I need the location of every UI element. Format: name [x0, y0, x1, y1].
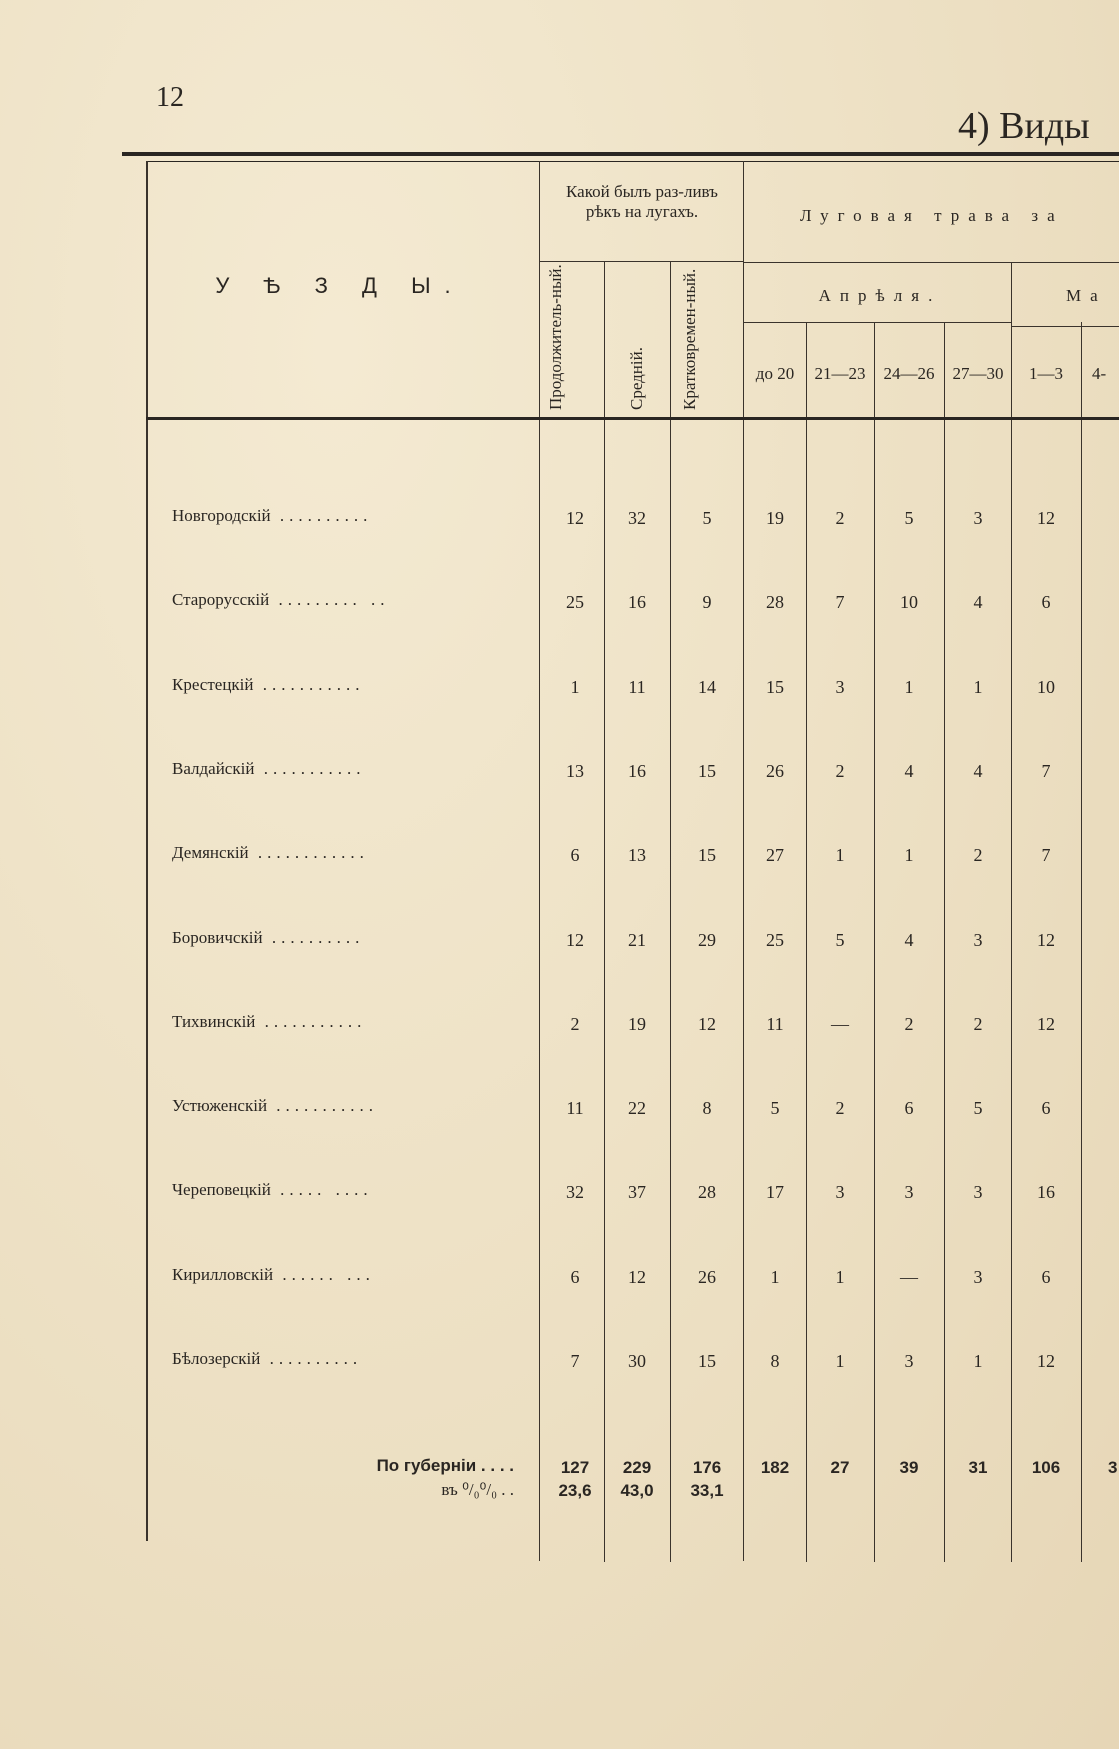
- table-cell: 5: [904, 508, 914, 528]
- table-cell: 16: [628, 761, 646, 781]
- total-cell: 127: [560, 1458, 590, 1477]
- table-cell: 16: [1037, 1182, 1055, 1202]
- uezd-name: Валдайскій: [172, 759, 255, 778]
- table-cell: 3: [973, 1267, 983, 1287]
- table-cell: 3: [835, 1182, 845, 1202]
- table-cell: 4: [973, 761, 983, 781]
- april-col-3: 24—26: [883, 364, 935, 383]
- table-cell: —: [831, 1014, 849, 1034]
- leader-dots: ..... ....: [270, 1180, 373, 1199]
- uezdy-header: У Ѣ З Д Ы.: [215, 273, 465, 298]
- row-label: [172, 759, 365, 779]
- table-cell: 4: [904, 930, 914, 950]
- row-label: [172, 506, 372, 526]
- april-col-4: 27—30: [952, 364, 1004, 383]
- table-cell: 10: [900, 592, 918, 612]
- table-cell: 7: [1041, 845, 1051, 865]
- april-col-2: 21—23: [814, 364, 866, 383]
- total-cell: 176: [692, 1458, 722, 1477]
- table-cell: 1: [904, 845, 914, 865]
- table-cell: 6: [904, 1098, 914, 1118]
- table-cell: 11: [766, 1014, 784, 1034]
- flood-col-short: Кратковремен-ный.: [680, 268, 699, 410]
- table-cell: 15: [698, 761, 716, 781]
- totals-label: По губерніи . . . .: [376, 1456, 514, 1475]
- uezd-name: Тихвинскій: [172, 1012, 256, 1031]
- col-divider: [1011, 262, 1012, 1562]
- table-cell: 28: [766, 592, 784, 612]
- col-divider: [1081, 322, 1082, 1562]
- header-rule: [743, 322, 1011, 323]
- table-cell: 6: [1041, 592, 1051, 612]
- table-cell: 4: [973, 592, 983, 612]
- table-cell: 32: [566, 1182, 584, 1202]
- header-rule: [743, 262, 1119, 263]
- table-cell: 15: [766, 677, 784, 697]
- header-bottom-rule: [146, 417, 1119, 420]
- section-title: 4) Виды: [958, 105, 1090, 147]
- table-cell: 3: [973, 508, 983, 528]
- leader-dots: ..........: [262, 928, 365, 947]
- uezd-name: Череповецкій: [172, 1180, 271, 1199]
- leader-dots: ...........: [255, 1012, 367, 1031]
- top-rule-thin: [146, 161, 1119, 162]
- table-cell: 37: [628, 1182, 646, 1202]
- table-cell: 3: [973, 930, 983, 950]
- table-cell: 12: [1037, 930, 1055, 950]
- table-cell: 11: [628, 677, 646, 697]
- leader-dots: ...........: [254, 759, 366, 778]
- table-cell: 12: [698, 1014, 716, 1034]
- meadow-group-header: Луговая трава за: [800, 206, 1064, 225]
- header-rule: [539, 261, 743, 262]
- cut-off-total: 3: [1108, 1458, 1118, 1477]
- row-label: [172, 1349, 362, 1369]
- col-divider: [604, 262, 605, 1562]
- leader-dots: ...........: [267, 1096, 379, 1115]
- table-cell: 2: [973, 845, 983, 865]
- table-cell: 12: [628, 1267, 646, 1287]
- table-cell: 2: [973, 1014, 983, 1034]
- total-cell: 229: [622, 1458, 652, 1477]
- uezd-name: Старорусскій: [172, 590, 270, 609]
- table-cell: 29: [698, 930, 716, 950]
- table-cell: 2: [835, 508, 845, 528]
- table-cell: 2: [835, 1098, 845, 1118]
- may-header: Ма: [1066, 286, 1107, 305]
- flood-col-long: Продолжитель-ный.: [546, 264, 565, 410]
- flood-col-medium: Средній.: [627, 347, 646, 410]
- uezd-name: Новгородскій: [172, 506, 271, 525]
- table-cell: 5: [973, 1098, 983, 1118]
- table-cell: 25: [766, 930, 784, 950]
- col-divider: [539, 161, 540, 1561]
- table-cell: 19: [628, 1014, 646, 1034]
- row-label: [172, 675, 365, 695]
- left-border: [146, 161, 148, 1541]
- table-cell: 11: [566, 1098, 584, 1118]
- table-cell: 15: [698, 845, 716, 865]
- percent-cell: 43,0: [620, 1481, 654, 1500]
- table-cell: 6: [570, 845, 580, 865]
- table-cell: 12: [1037, 1351, 1055, 1371]
- uezd-name: Бѣлозерскій: [172, 1349, 261, 1368]
- uezd-name: Демянскій: [172, 843, 249, 862]
- table-cell: 17: [766, 1182, 784, 1202]
- table-cell: 6: [1041, 1098, 1051, 1118]
- table-cell: 32: [628, 508, 646, 528]
- table-cell: 8: [770, 1351, 780, 1371]
- table-cell: 13: [566, 761, 584, 781]
- table-cell: 1: [904, 677, 914, 697]
- table-cell: 16: [628, 592, 646, 612]
- table-cell: 1: [835, 845, 845, 865]
- table-cell: 21: [628, 930, 646, 950]
- table-cell: 26: [766, 761, 784, 781]
- top-rule: [122, 152, 1119, 156]
- leader-dots: ..........: [260, 1349, 363, 1368]
- col-divider: [806, 322, 807, 1562]
- header-rule: [1011, 326, 1119, 327]
- table-cell: 12: [1037, 1014, 1055, 1034]
- row-label: [172, 1265, 375, 1285]
- col-divider: [670, 262, 671, 1562]
- table-cell: 1: [835, 1267, 845, 1287]
- table-cell: 8: [702, 1098, 712, 1118]
- uezd-name: Кирилловскій: [172, 1265, 274, 1284]
- leader-dots: ...........: [253, 675, 365, 694]
- table-cell: 15: [698, 1351, 716, 1371]
- table-cell: 1: [973, 1351, 983, 1371]
- leader-dots: ...... ...: [273, 1265, 375, 1284]
- table-cell: 28: [698, 1182, 716, 1202]
- table-cell: 6: [1041, 1267, 1051, 1287]
- table-cell: 12: [566, 508, 584, 528]
- may-col-2: 4-: [1092, 364, 1107, 383]
- table-cell: 14: [698, 677, 716, 697]
- table-cell: 5: [835, 930, 845, 950]
- total-cell: 39: [899, 1458, 919, 1477]
- col-divider: [944, 322, 945, 1562]
- table-cell: 12: [1037, 508, 1055, 528]
- table-cell: 3: [904, 1351, 914, 1371]
- table-cell: 1: [973, 677, 983, 697]
- leader-dots: ............: [248, 843, 369, 862]
- percent-cell: 33,1: [690, 1481, 724, 1500]
- uezd-name: Боровичскій: [172, 928, 263, 947]
- table-cell: 2: [835, 761, 845, 781]
- table-cell: 3: [904, 1182, 914, 1202]
- uezd-name: Устюженскій: [172, 1096, 268, 1115]
- table-cell: 27: [766, 845, 784, 865]
- table-cell: 6: [570, 1267, 580, 1287]
- table-cell: 9: [702, 592, 712, 612]
- table-cell: 7: [570, 1351, 580, 1371]
- leader-dots: ......... ..: [269, 590, 390, 609]
- table-cell: 7: [835, 592, 845, 612]
- row-label: [172, 928, 364, 948]
- may-col-1: 1—3: [1029, 364, 1063, 383]
- flood-group-header: Какой былъ раз-ливъ рѣкъ на лугахъ.: [566, 182, 718, 221]
- percent-cell: 23,6: [558, 1481, 592, 1500]
- percent-label: въ ⁰/₀⁰/₀ . .: [441, 1480, 514, 1499]
- total-cell: 106: [1031, 1458, 1061, 1477]
- table-cell: 13: [628, 845, 646, 865]
- row-label: [172, 590, 390, 610]
- table-cell: 22: [628, 1098, 646, 1118]
- april-header: Апрѣля.: [818, 286, 942, 305]
- table-cell: 10: [1037, 677, 1055, 697]
- table-cell: 3: [973, 1182, 983, 1202]
- table-cell: 26: [698, 1267, 716, 1287]
- table-cell: 1: [570, 677, 580, 697]
- table-cell: 25: [566, 592, 584, 612]
- table-cell: 3: [835, 677, 845, 697]
- table-cell: 30: [628, 1351, 646, 1371]
- total-cell: 31: [968, 1458, 988, 1477]
- row-label: [172, 843, 369, 863]
- row-label: [172, 1180, 373, 1200]
- table-cell: 5: [770, 1098, 780, 1118]
- table-cell: 2: [904, 1014, 914, 1034]
- table-cell: 12: [566, 930, 584, 950]
- table-cell: 4: [904, 761, 914, 781]
- row-label: [172, 1096, 378, 1116]
- table-cell: 1: [770, 1267, 780, 1287]
- table-cell: 7: [1041, 761, 1051, 781]
- total-cell: 27: [830, 1458, 850, 1477]
- table-cell: —: [900, 1267, 918, 1287]
- page-number: 12: [156, 82, 184, 113]
- col-divider: [874, 322, 875, 1562]
- total-cell: 182: [760, 1458, 790, 1477]
- table-cell: 1: [835, 1351, 845, 1371]
- table-cell: 5: [702, 508, 712, 528]
- uezd-name: Крестецкій: [172, 675, 254, 694]
- april-col-1: до 20: [755, 364, 795, 383]
- leader-dots: ..........: [270, 506, 373, 525]
- table-cell: 19: [766, 508, 784, 528]
- table-cell: 2: [570, 1014, 580, 1034]
- row-label: [172, 1012, 366, 1032]
